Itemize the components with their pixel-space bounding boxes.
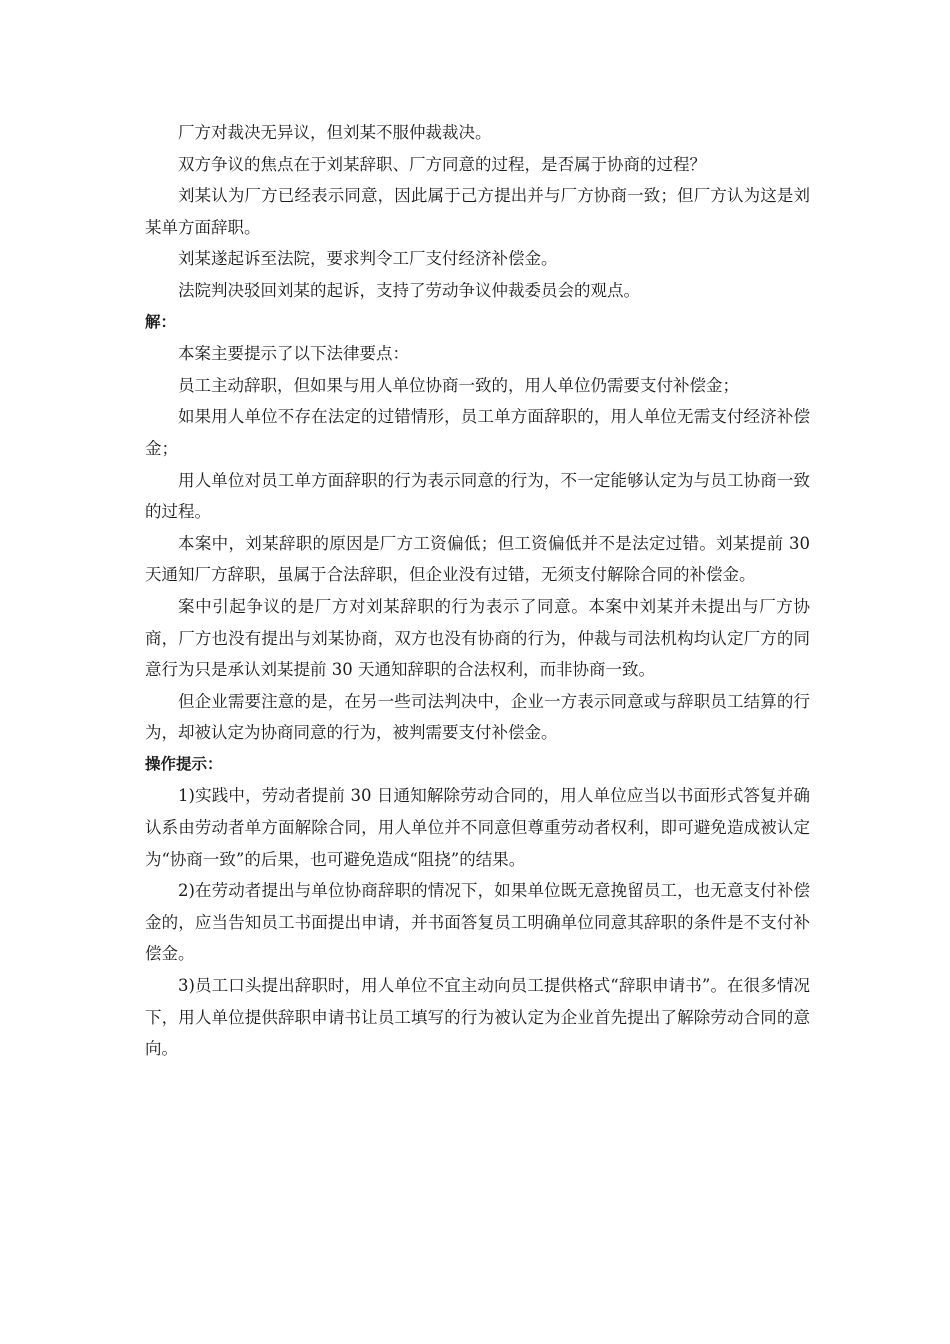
solution-paragraph: 但企业需要注意的是，在另一些司法判决中，企业一方表示同意或与辞职员工结算的行为，却被认定为协商同意的行为，被判需要支付补偿金。 [145,691,810,743]
case-paragraph: 双方争议的焦点在于刘某辞职、厂方同意的过程，是否属于协商的过程？ [178,154,706,174]
document-page [145,117,810,1065]
tips-paragraph: 2)在劳动者提出与单位协商辞职的情况下，如果单位既无意挽留员工，也无意支付补偿金的，应当告知员工书面提出申请，并书面答复员工明确单位同意其辞职的条件是不支付补偿金。 [145,881,810,964]
tips-paragraph: 3)员工口头提出辞职时，用人单位不宜主动向员工提供格式“辞职申请书”。在很多情况下，用人单位提供辞职申请书让员工填写的行为被认定为企业首先提出了解除劳动合同的意向。 [145,976,810,1059]
case-paragraph: 法院判决驳回刘某的起诉，支持了劳动争议仲裁委员会的观点。 [178,280,640,300]
solution-paragraph: 案中引起争议的是厂方对刘某辞职的行为表示了同意。本案中刘某并未提出与厂方协商，厂方也没有提出与刘某协商，双方也没有协商的行为，仲裁与司法机构均认定厂方的同意行为只是承认刘某提前 30 天通知辞职的合法权利，而非协商一致。 [145,596,810,680]
solution-paragraph: 本案主要提示了以下法律要点： [178,344,409,364]
case-paragraph: 厂方对裁决无异议，但刘某不服仲裁裁决。 [178,123,492,142]
solution-paragraph: 如果用人单位不存在法定的过错情形，员工单方面辞职的，用人单位无需支付经济补偿金； [145,407,810,458]
tips-paragraph: 1)实践中，劳动者提前 30 日通知解除劳动合同的，用人单位应当以书面形式答复并确认系由劳动者单方面解除合同，用人单位并不同意但尊重劳动者权利，即可避免造成被认定为“协商一致”的后果，也可避免造成“阻挠”的结果。 [145,786,810,869]
solution-paragraph: 用人单位对员工单方面辞职的行为表示同意的行为，不一定能够认定为与员工协商一致的过程。 [145,470,810,522]
solution-paragraph: 员工主动辞职，但如果与用人单位协商一致的，用人单位仍需要支付补偿金； [178,375,739,395]
tips-heading: 操作提示： [145,754,223,773]
case-paragraph: 刘某遂起诉至法院，要求判令工厂支付经济补偿金。 [178,249,558,269]
solution-paragraph: 本案中，刘某辞职的原因是厂方工资偏低；但工资偏低并不是法定过错。刘某提前 30 天通知厂方辞职，虽属于合法辞职，但企业没有过错，无须支付解除合同的补偿金。 [145,533,810,585]
case-paragraph: 刘某认为厂方已经表示同意，因此属于己方提出并与厂方协商一致；但厂方认为这是刘某单方面辞职。 [145,186,810,237]
solution-heading: 解： [145,312,177,331]
